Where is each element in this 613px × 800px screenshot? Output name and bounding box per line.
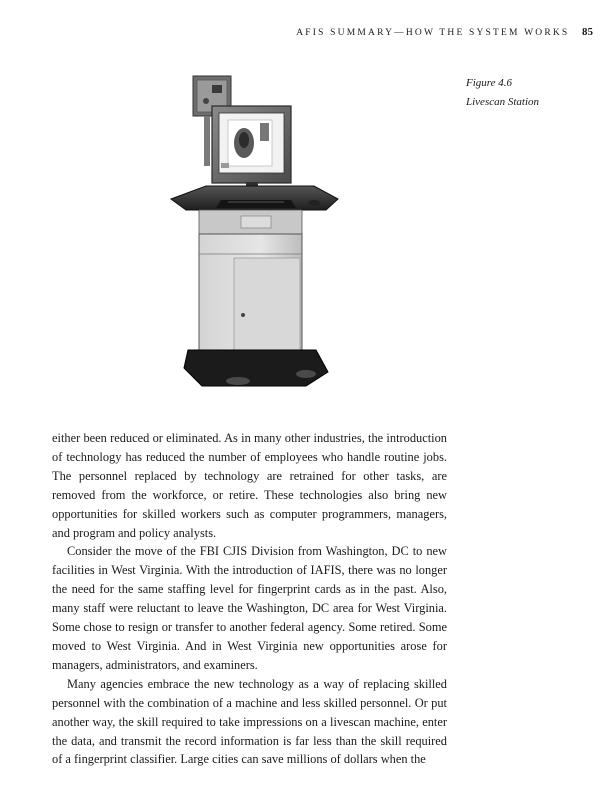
- paragraph: either been reduced or eliminated. As in many other industries, the introduction of technology has reduced the number of employees who handle routine jobs. The personnel replaced by technology are retrained for other tasks, are removed from the workforce, or retire. These technologies also bring new opportunities for skilled workers such as computer programmers, managers, and program and policy analysts.: [52, 431, 447, 540]
- desk-shelf: [171, 186, 338, 210]
- figure-caption: [466, 74, 539, 112]
- scanner-panel: [199, 210, 302, 234]
- running-title: AFIS SUMMARY—HOW THE SYSTEM WORKS: [296, 28, 570, 38]
- cabinet: [199, 234, 302, 352]
- running-head: [296, 26, 593, 38]
- figure-title: Livescan Station: [466, 96, 540, 108]
- livescan-station-illustration: [166, 68, 346, 393]
- figure-label: Figure 4.6: [466, 77, 513, 89]
- page-number: 85: [582, 26, 593, 38]
- figure-livescan-station: [166, 68, 346, 393]
- paragraph: Many agencies embrace the new technology as a way of replacing skilled personnel with the combination of a machine and less skilled personnel. Or put another way, the skill required to take impressions on a livescan machine, enter the data, and transmit the record information is far less than the skill required of a fingerprint classifier. Large cities can save millions of dollars when the: [52, 676, 447, 767]
- base: [184, 350, 328, 386]
- paragraph: Consider the move of the FBI CJIS Division from Washington, DC to new facilities in West Virginia. With the introduction of IAFIS, there was no longer the need for the same staffing level for fingerprint cards as in the past. Also, many staff were reluctant to leave the Washington, DC area for West Virginia. Some chose to resign or transfer to another federal agency. Some retired. Some moved to West Virginia. And in West Virginia new opportunities arose for managers, administrators, and examiners.: [52, 544, 447, 672]
- body-text: [52, 429, 447, 769]
